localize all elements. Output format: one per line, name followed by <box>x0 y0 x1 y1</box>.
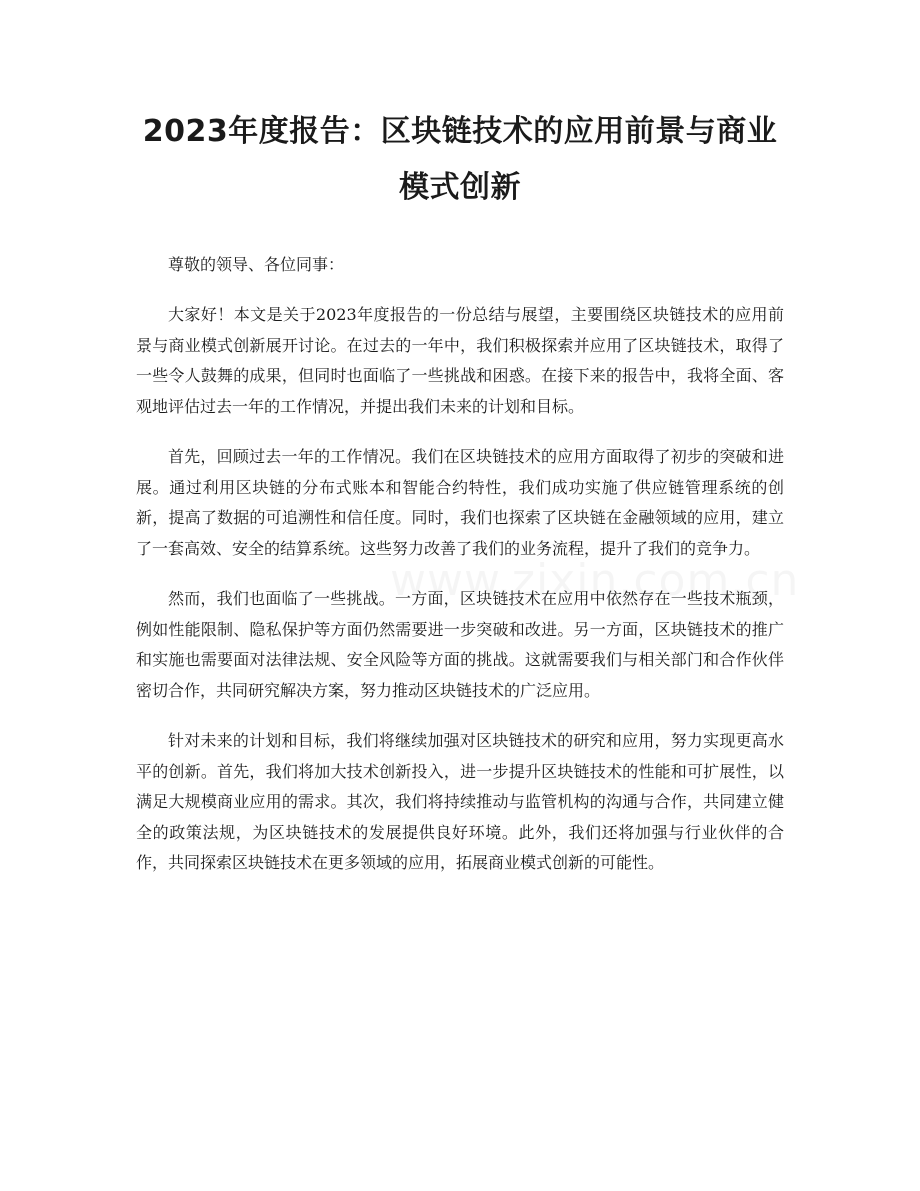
paragraph-challenges: 然而，我们也面临了一些挑战。一方面，区块链技术在应用中依然存在一些技术瓶颈，例如性能限制、隐私保护等方面仍然需要进一步突破和改进。另一方面，区块链技术的推广和实施也需要面对法律法规、安全风险等方面的挑战。这就需要我们与相关部门和合作伙伴密切合作，共同研究解决方案，努力推动区块链技术的广泛应用。 <box>136 589 784 700</box>
document-page <box>136 104 784 879</box>
salutation: 尊敬的领导、各位同事： <box>168 255 345 274</box>
paragraph-plans: 针对未来的计划和目标，我们将继续加强对区块链技术的研究和应用，努力实现更高水平的创新。首先，我们将加大技术创新投入，进一步提升区块链技术的性能和可扩展性，以满足大规模商业应用的需求。其次，我们将持续推动与监管机构的沟通与合作，共同建立健全的政策法规，为区块链技术的发展提供良好环境。此外，我们还将加强与行业伙伴的合作，共同探索区块链技术在更多领域的应用，拓展商业模式创新的可能性。 <box>136 731 784 872</box>
paragraph-intro: 大家好！本文是关于2023年度报告的一份总结与展望，主要围绕区块链技术的应用前景与商业模式创新展开讨论。在过去的一年中，我们积极探索并应用了区块链技术，取得了一些令人鼓舞的成果，但同时也面临了一些挑战和困惑。在接下来的报告中，我将全面、客观地评估过去一年的工作情况，并提出我们未来的计划和目标。 <box>136 305 784 416</box>
document-title: 2023年度报告：区块链技术的应用前景与商业模式创新 <box>142 114 778 205</box>
paragraph-review: 首先，回顾过去一年的工作情况。我们在区块链技术的应用方面取得了初步的突破和进展。通过利用区块链的分布式账本和智能合约特性，我们成功实施了供应链管理系统的创新，提高了数据的可追溯性和信任度。同时，我们也探索了区块链在金融领域的应用，建立了一套高效、安全的结算系统。这些努力改善了我们的业务流程，提升了我们的竞争力。 <box>136 447 784 558</box>
